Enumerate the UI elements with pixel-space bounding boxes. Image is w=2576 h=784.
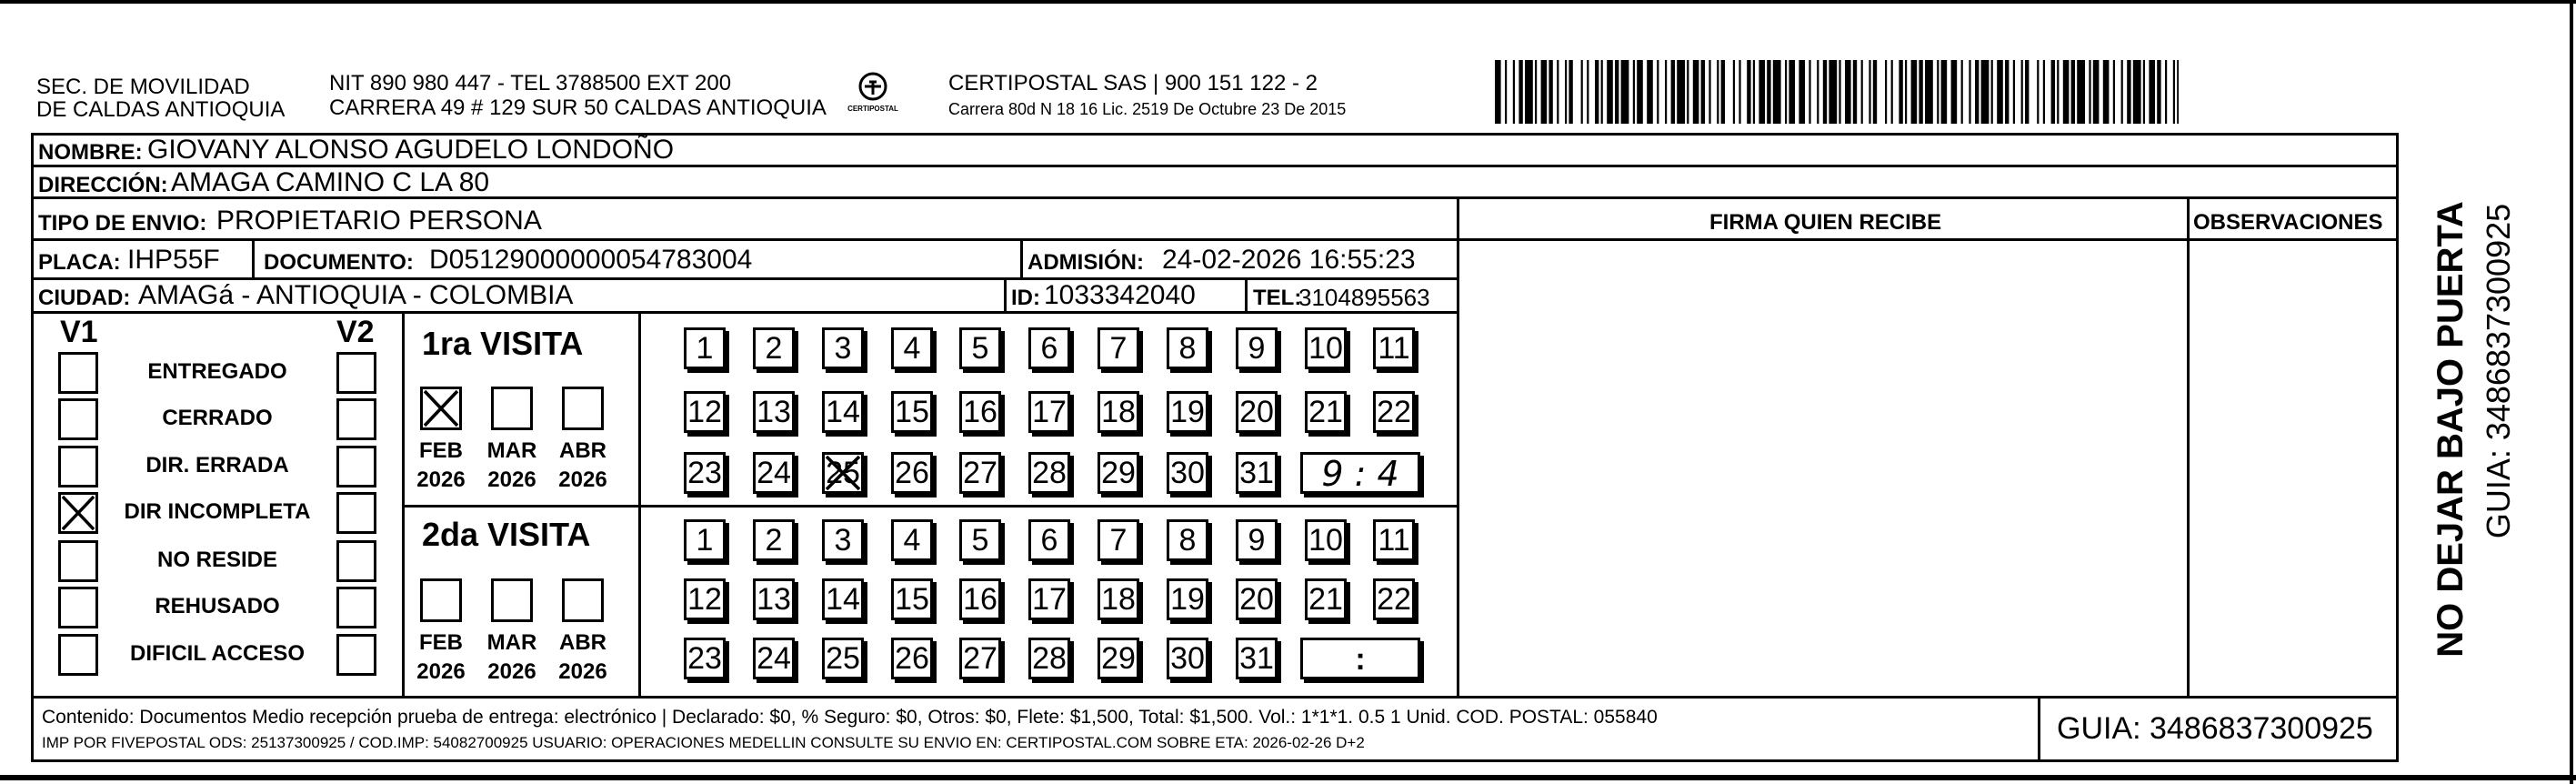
barcode-bar xyxy=(1671,60,1675,124)
day-cell: 29 xyxy=(1098,638,1139,679)
month-year: 2026 xyxy=(487,467,536,492)
day-cell: 6 xyxy=(1028,519,1070,561)
tel-value: 3104895563 xyxy=(1298,284,1430,311)
v2-label: V2 xyxy=(336,315,375,349)
barcode-bar xyxy=(1569,60,1572,124)
admision-label: ADMISIÓN: xyxy=(1027,250,1144,275)
barcode-bar xyxy=(2063,60,2070,124)
barcode-bar xyxy=(1759,60,1765,124)
barcode-bar xyxy=(2127,60,2130,124)
barcode-bar xyxy=(2025,60,2029,124)
company-license-line: Carrera 80d N 18 16 Lic. 2519 De Octubre 23 De 2015 xyxy=(948,100,1347,118)
barcode-bar xyxy=(1739,60,1740,124)
day-cell: 30 xyxy=(1167,638,1208,679)
v2-status-checkbox xyxy=(336,352,376,394)
barcode-bar xyxy=(2113,60,2115,124)
day-cell: 11 xyxy=(1373,327,1415,369)
barcode-bar xyxy=(1925,60,1933,124)
month-name: FEB xyxy=(419,438,463,463)
barcode-bar xyxy=(1581,60,1583,124)
day-cell: 24 xyxy=(753,452,795,494)
day-cell: 25 xyxy=(822,638,864,679)
day-cell: 26 xyxy=(891,452,933,494)
barcode-bar xyxy=(1587,60,1589,124)
barcode-bar xyxy=(2133,60,2141,124)
barcode-bar xyxy=(1911,60,1918,124)
barcode-bar xyxy=(1565,60,1567,124)
barcode-bar xyxy=(1845,60,1851,124)
placa-label: PLACA: xyxy=(38,250,121,275)
barcode-bar xyxy=(1657,60,1659,124)
barcode-bar xyxy=(2057,60,2059,124)
v2-status-checkbox xyxy=(336,634,376,676)
day-cell: 22 xyxy=(1373,578,1415,620)
barcode-bar xyxy=(1829,60,1837,124)
v1-status-checkbox xyxy=(58,587,98,628)
barcode-bar xyxy=(1665,60,1667,124)
v2-status-checkbox xyxy=(336,587,376,628)
day-cell: 24 xyxy=(753,638,795,679)
day-cell: 14 xyxy=(822,391,864,433)
admision-value: 24-02-2026 16:55:23 xyxy=(1162,245,1416,275)
month-year: 2026 xyxy=(558,659,607,684)
column-line-placa-documento xyxy=(252,238,255,277)
footer-guia-number: GUIA: 3486837300925 xyxy=(2057,711,2373,746)
ciudad-label: CIUDAD: xyxy=(38,286,131,310)
barcode-bar xyxy=(2043,60,2045,124)
tipo-envio-label: TIPO DE ENVIO: xyxy=(38,211,207,236)
barcode-bar xyxy=(1919,60,1922,124)
id-label: ID: xyxy=(1011,286,1040,310)
day-cell: 5 xyxy=(959,519,1001,561)
row-line-visit-separator xyxy=(402,505,1457,508)
barcode-bar xyxy=(1633,60,1635,124)
barcode-bar xyxy=(1693,60,1699,124)
sender-address-line: CARRERA 49 # 129 SUR 50 CALDAS ANTIOQUIA xyxy=(329,95,827,120)
v2-status-checkbox xyxy=(336,540,376,582)
day-cell: 28 xyxy=(1028,638,1070,679)
month-checkbox xyxy=(420,387,462,430)
row-line-header-signature xyxy=(1457,238,2399,241)
visit-status-label: CERRADO xyxy=(162,406,273,430)
day-cell: 29 xyxy=(1098,452,1139,494)
day-cell: 27 xyxy=(959,452,1001,494)
barcode-bar xyxy=(1809,60,1810,124)
day-cell: 14 xyxy=(822,578,864,620)
month-checkbox xyxy=(562,387,604,430)
observaciones-label: OBSERVACIONES xyxy=(2193,210,2383,235)
day-cell: 17 xyxy=(1028,578,1070,620)
barcode-bar xyxy=(1789,60,1795,124)
barcode-bar xyxy=(1951,60,1958,124)
day-cell: 21 xyxy=(1305,578,1347,620)
visit-status-label: ENTREGADO xyxy=(147,359,287,384)
month-name: MAR xyxy=(486,438,537,463)
barcode-bar xyxy=(1541,60,1548,124)
month-name: ABR xyxy=(559,630,606,655)
barcode-bar xyxy=(1601,60,1603,124)
sender-name-line2: DE CALDAS ANTIOQUIA xyxy=(36,97,286,122)
month-checkbox xyxy=(420,578,462,622)
barcode-bar xyxy=(1747,60,1750,124)
day-cell: 20 xyxy=(1236,391,1278,433)
month-name: ABR xyxy=(559,438,606,463)
second-visit-label: 2da VISITA xyxy=(422,516,591,553)
month-year: 2026 xyxy=(416,659,466,684)
barcode-bar xyxy=(1997,60,2003,124)
certipostal-logo-icon xyxy=(837,71,909,122)
barcode-bar xyxy=(1621,60,1629,124)
v1-status-checkbox xyxy=(58,352,98,394)
day-cell: 13 xyxy=(753,391,795,433)
day-cell: 8 xyxy=(1167,327,1208,369)
day-cell: 22 xyxy=(1373,391,1415,433)
day-cell: 5 xyxy=(959,327,1001,369)
first-visit-label: 1ra VISITA xyxy=(422,325,584,362)
barcode-bar xyxy=(1839,60,1840,124)
barcode-bar xyxy=(1767,60,1770,124)
barcode-bar xyxy=(1799,60,1805,124)
month-name: MAR xyxy=(486,630,537,655)
barcode-bar xyxy=(2013,60,2015,124)
day-cell: 23 xyxy=(684,638,726,679)
barcode-bar xyxy=(2071,60,2075,124)
barcode-bar xyxy=(1853,60,1857,124)
day-cell: 25 xyxy=(822,452,864,494)
barcode-bar xyxy=(2165,60,2167,124)
barcode-bar xyxy=(2005,60,2009,124)
barcode-bar xyxy=(1717,60,1719,124)
column-line-observaciones xyxy=(2187,196,2190,696)
tel-label: TEL: xyxy=(1253,286,1302,310)
nombre-label: NOMBRE: xyxy=(38,140,143,165)
barcode-bar xyxy=(1535,60,1537,124)
second-visit-time-box xyxy=(1300,638,1420,679)
no-dejar-bajo-puerta-text: NO DEJAR BAJO PUERTA xyxy=(2431,201,2471,658)
barcode-bar xyxy=(2121,60,2123,124)
v1-status-checkbox xyxy=(58,492,98,534)
row-line-ciudad xyxy=(31,311,1457,314)
day-cell: 15 xyxy=(891,391,933,433)
visit-status-label: DIFICIL ACCESO xyxy=(129,641,305,666)
documento-label: DOCUMENTO: xyxy=(264,250,414,275)
barcode-bar xyxy=(1905,60,1907,124)
id-value: 1033342040 xyxy=(1044,280,1196,310)
row-line-tipo xyxy=(31,238,1457,241)
barcode-bar xyxy=(1701,60,1705,124)
barcode-bar xyxy=(1899,60,1902,124)
barcode-bar xyxy=(1595,60,1599,124)
direccion-value: AMAGA CAMINO C LA 80 xyxy=(171,167,490,197)
tipo-envio-value: PROPIETARIO PERSONA xyxy=(216,206,542,236)
v2-status-checkbox xyxy=(336,398,376,440)
day-cell: 3 xyxy=(822,519,864,561)
documento-value: D05129000000054783004 xyxy=(429,245,753,275)
day-cell: 27 xyxy=(959,638,1001,679)
barcode xyxy=(1495,60,2179,124)
month-year: 2026 xyxy=(487,659,536,684)
barcode-bar xyxy=(1869,60,1870,124)
barcode-bar xyxy=(1873,60,1877,124)
second-visit-time-value: : xyxy=(1355,642,1366,677)
day-cell: 16 xyxy=(959,391,1001,433)
column-line-months-days xyxy=(638,311,641,696)
day-cell: 2 xyxy=(753,519,795,561)
v1-status-checkbox xyxy=(58,634,98,676)
day-cell: 30 xyxy=(1167,452,1208,494)
month-checkbox xyxy=(562,578,604,622)
barcode-bar xyxy=(1817,60,1819,124)
v1-status-checkbox xyxy=(58,540,98,582)
barcode-bar xyxy=(1823,60,1827,124)
day-cell: 17 xyxy=(1028,391,1070,433)
side-guia-number: GUIA: 3486837300925 xyxy=(2480,203,2517,539)
barcode-bar xyxy=(1991,60,1993,124)
day-cell: 31 xyxy=(1236,638,1278,679)
day-cell: 23 xyxy=(684,452,726,494)
barcode-bar xyxy=(1505,60,1507,124)
barcode-bar xyxy=(1607,60,1613,124)
day-cell: 18 xyxy=(1098,578,1139,620)
sender-name-line1: SEC. DE MOVILIDAD xyxy=(36,75,250,99)
day-cell: 2 xyxy=(753,327,795,369)
barcode-bar xyxy=(1549,60,1552,124)
barcode-bar xyxy=(1637,60,1643,124)
visit-status-label: DIR INCOMPLETA xyxy=(124,499,311,524)
barcode-bar xyxy=(1525,60,1533,124)
column-line-documento-admision xyxy=(1020,238,1023,277)
right-edge-line xyxy=(2570,0,2573,784)
footer-print-line: IMP POR FIVEPOSTAL ODS: 25137300925 / COD.IMP: 54082700925 USUARIO: OPERACIONES MEDELLIN CONSULTE SU ENVIO EN: CERTIPOSTAL.COM SOBRE ETA: 2026-02-26 D+2 xyxy=(42,734,1365,751)
day-cell: 15 xyxy=(891,578,933,620)
barcode-bar xyxy=(2037,60,2039,124)
barcode-bar xyxy=(1519,60,1522,124)
visit-status-label: NO RESIDE xyxy=(156,548,278,572)
firma-quien-recibe-label: FIRMA QUIEN RECIBE xyxy=(1709,210,1942,235)
v1-status-checkbox xyxy=(58,446,98,487)
day-cell: 31 xyxy=(1236,452,1278,494)
month-year: 2026 xyxy=(416,467,466,492)
barcode-bar xyxy=(1647,60,1653,124)
barcode-bar xyxy=(2177,60,2179,124)
day-cell: 4 xyxy=(891,327,933,369)
day-cell: 20 xyxy=(1236,578,1278,620)
month-name: FEB xyxy=(419,630,463,655)
day-cell: 16 xyxy=(959,578,1001,620)
barcode-bar xyxy=(1969,60,1970,124)
visit-status-label: REHUSADO xyxy=(155,594,280,618)
nombre-value: GIOVANY ALONSO AGUDELO LONDOÑO xyxy=(147,135,675,165)
barcode-bar xyxy=(1733,60,1735,124)
barcode-bar xyxy=(2051,60,2055,124)
day-cell: 11 xyxy=(1373,519,1415,561)
day-cell: 10 xyxy=(1305,519,1347,561)
barcode-bar xyxy=(1937,60,1939,124)
barcode-bar xyxy=(2089,60,2090,124)
v2-status-checkbox xyxy=(336,446,376,487)
barcode-bar xyxy=(1721,60,1725,124)
barcode-bar xyxy=(1861,60,1863,124)
day-cell: 4 xyxy=(891,519,933,561)
month-year: 2026 xyxy=(558,467,607,492)
v1-status-checkbox xyxy=(58,398,98,440)
placa-value: IHP55F xyxy=(127,245,220,275)
direccion-label: DIRECCIÓN: xyxy=(38,173,168,197)
company-name-line: CERTIPOSTAL SAS | 900 151 122 - 2 xyxy=(948,71,1318,95)
barcode-bar xyxy=(1513,60,1515,124)
barcode-bar xyxy=(1709,60,1710,124)
barcode-bar xyxy=(2021,60,2023,124)
barcode-bar xyxy=(2077,60,2085,124)
day-cell: 7 xyxy=(1098,519,1139,561)
column-line-status-months xyxy=(402,311,405,696)
day-cell: 6 xyxy=(1028,327,1070,369)
day-cell: 13 xyxy=(753,578,795,620)
first-visit-time-box xyxy=(1300,452,1420,494)
first-visit-time-value: 9 : 4 xyxy=(1321,454,1399,494)
day-cell: 12 xyxy=(684,391,726,433)
sender-nit-line: NIT 890 980 447 - TEL 3788500 EXT 200 xyxy=(329,71,732,95)
barcode-bar xyxy=(1687,60,1689,124)
day-cell: 19 xyxy=(1167,578,1208,620)
barcode-bar xyxy=(2157,60,2160,124)
day-cell: 8 xyxy=(1167,519,1208,561)
certipostal-logo xyxy=(837,71,909,122)
barcode-bar xyxy=(2173,60,2175,124)
barcode-bar xyxy=(1885,60,1887,124)
day-cell: 21 xyxy=(1305,391,1347,433)
barcode-bar xyxy=(1677,60,1685,124)
barcode-bar xyxy=(1981,60,1990,124)
day-cell: 1 xyxy=(684,519,726,561)
day-cell: 10 xyxy=(1305,327,1347,369)
barcode-bar xyxy=(1495,60,1501,124)
month-checkbox xyxy=(491,387,533,430)
top-edge-line xyxy=(0,0,2576,4)
bottom-edge-line xyxy=(0,775,2576,780)
day-cell: 7 xyxy=(1098,327,1139,369)
barcode-bar xyxy=(2143,60,2145,124)
day-cell: 9 xyxy=(1236,327,1278,369)
row-line-footer xyxy=(31,696,2399,699)
barcode-bar xyxy=(1961,60,1963,124)
column-line-footer-guia xyxy=(2038,696,2040,762)
barcode-bar xyxy=(1557,60,1559,124)
day-cell: 1 xyxy=(684,327,726,369)
month-checkbox xyxy=(491,578,533,622)
barcode-bar xyxy=(2103,60,2110,124)
day-cell: 28 xyxy=(1028,452,1070,494)
day-cell: 12 xyxy=(684,578,726,620)
v2-status-checkbox xyxy=(336,492,376,534)
day-cell: 18 xyxy=(1098,391,1139,433)
v1-label: V1 xyxy=(60,315,98,349)
day-cell: 9 xyxy=(1236,519,1278,561)
ciudad-value: AMAGá - ANTIOQUIA - COLOMBIA xyxy=(138,280,574,310)
barcode-bar xyxy=(1975,60,1979,124)
column-line-signature xyxy=(1457,196,1459,696)
day-cell: 3 xyxy=(822,327,864,369)
barcode-bar xyxy=(2149,60,2155,124)
column-line-id-tel xyxy=(1245,277,1248,311)
barcode-bar xyxy=(1785,60,1787,124)
day-cell: 19 xyxy=(1167,391,1208,433)
barcode-bar xyxy=(1753,60,1755,124)
barcode-bar xyxy=(1891,60,1893,124)
barcode-bar xyxy=(1773,60,1781,124)
barcode-bar xyxy=(2093,60,2100,124)
day-cell: 26 xyxy=(891,638,933,679)
visit-status-label: DIR. ERRADA xyxy=(145,453,289,477)
barcode-bar xyxy=(1941,60,1948,124)
barcode-bar xyxy=(1615,60,1619,124)
footer-content-line: Contenido: Documentos Medio recepción prueba de entrega: electrónico | Declarado: $0, % Seguro: $0, Otros: $0, Flete: $1,500, Total: $1,500. Vol.: 1*1*1. 0.5 1 Unid. COD. POSTAL: 055840 xyxy=(42,707,1658,728)
column-line-ciudad-id xyxy=(1004,277,1007,311)
certipostal-logo-text: CERTIPOSTAL xyxy=(847,105,898,113)
